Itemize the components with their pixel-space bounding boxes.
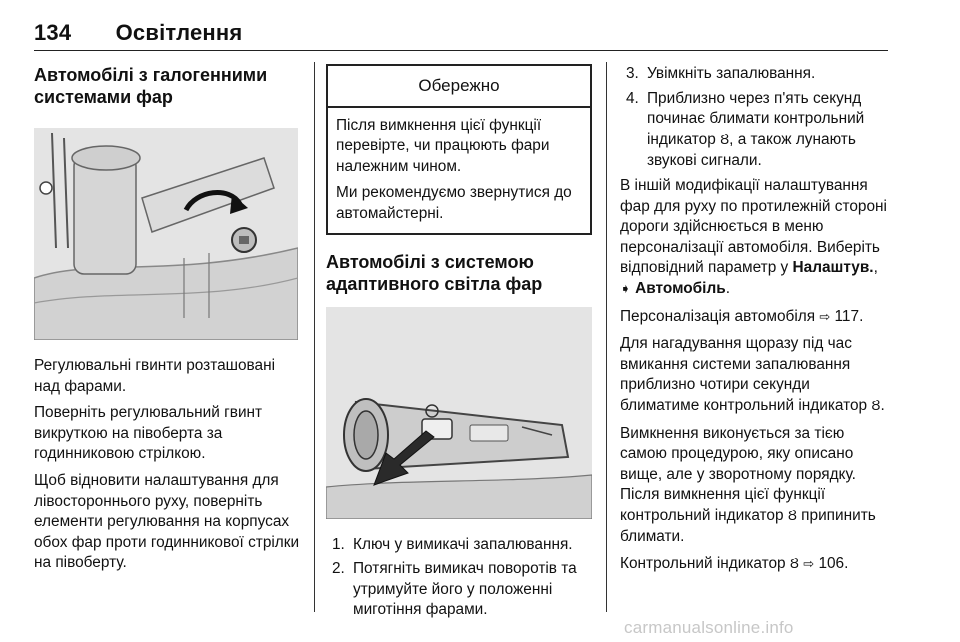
modification-text: В іншій модифікації налаштування фар для руху по протилежній стороні дороги здійснюється в меню персоналізації автомобіля. Виберіть відповідний параметр у <box>620 176 887 277</box>
caution-paragraph-1: Після вимкнення цієї функції перевірте, чи працюють фари належним чином. <box>336 116 550 175</box>
steps-list-a <box>326 535 592 621</box>
reminder-text: Для нагадування щоразу під час вмикання системи запалювання приблизно чотири секунди блиматиме контрольний індикатор <box>620 335 872 414</box>
menu-vehicle: Автомобіль <box>630 279 726 297</box>
deactivation-end: припинить блимати. <box>620 506 876 546</box>
caution-paragraph-2: Ми рекомендуємо звернутися до автомайстерні. <box>336 184 572 222</box>
regulating-screws-figure <box>34 128 298 340</box>
page-ref-arrow-icon: ⇨ <box>803 557 815 573</box>
turn-signal-lever-illustration <box>326 307 592 519</box>
left-paragraph-1: Регулювальні гвинти розташовані над фарами. <box>34 357 276 395</box>
deactivation-paragraph <box>620 424 888 549</box>
caution-title: Обережно <box>328 66 590 108</box>
personalization-paragraph <box>620 307 888 329</box>
modification-end: . <box>725 279 730 297</box>
reminder-paragraph <box>620 334 888 417</box>
period: . <box>844 555 849 573</box>
steps-list-b <box>620 64 888 172</box>
step-text: Увімкніть запалювання. <box>647 65 816 82</box>
period: . <box>880 396 885 414</box>
period: . <box>859 307 864 325</box>
indicator-ref-text: Контрольний індикатор <box>620 555 790 573</box>
indicator-icon: Ȣ <box>787 508 797 524</box>
step-text: Потягніть вимикач поворотів та утримуйте його у положенні миготіння фарами. <box>353 560 577 619</box>
right-column <box>620 64 888 582</box>
header-rule <box>34 50 888 51</box>
step-4 <box>620 89 888 172</box>
middle-column <box>326 64 592 625</box>
adaptive-heading: Автомобілі з системою адаптивного світла фар <box>326 251 543 294</box>
page-ref-106[interactable]: 106 <box>818 555 845 573</box>
step-2 <box>326 559 592 621</box>
indicator-icon: Ȣ <box>871 398 881 414</box>
step-number: 1. <box>332 535 345 553</box>
page-number: 134 <box>34 20 72 45</box>
step-3 <box>620 64 888 85</box>
indicator-ref-paragraph <box>620 554 888 576</box>
page-ref-arrow-icon: ⇨ <box>819 309 831 325</box>
step-number: 4. <box>626 89 639 107</box>
column-divider-1 <box>314 62 315 612</box>
turn-signal-lever-figure <box>326 307 592 519</box>
section-title: Освітлення <box>115 20 243 45</box>
step-number: 3. <box>626 65 639 82</box>
column-divider-2 <box>606 62 607 612</box>
indicator-icon: Ȣ <box>789 557 799 573</box>
left-column <box>34 64 300 580</box>
step-number: 2. <box>332 560 345 578</box>
indicator-icon: Ȣ <box>720 132 730 148</box>
page-ref-117[interactable]: 117 <box>834 307 860 325</box>
menu-separator: , <box>873 259 878 277</box>
step-text-b: , а також лунають звукові сигнали. <box>647 130 856 170</box>
step-text-a: Приблизно через п'ять секунд починає блимати контрольний індикатор <box>647 89 865 148</box>
caution-box <box>326 64 592 235</box>
menu-arrow-icon: ➧ <box>620 281 631 297</box>
page-header <box>34 20 242 46</box>
step-text: Ключ у вимикачі запалювання. <box>353 535 573 553</box>
personalization-text: Персоналізація автомобіля <box>620 307 820 325</box>
menu-settings: Налаштув. <box>792 259 874 277</box>
watermark: carmanualsonline.info <box>624 618 794 637</box>
modification-paragraph <box>620 176 888 301</box>
left-paragraph-2: Поверніть регулювальний гвинт викруткою на півоберта за годинниковою стрілкою. <box>34 404 263 463</box>
halogen-heading: Автомобілі з галогенними системами фар <box>34 65 268 107</box>
left-paragraph-3: Щоб відновити налаштування для лівостороннього руху, поверніть елементи регулювання на корпусах обох фар проти годинникової стрілки на півоберту. <box>34 471 300 572</box>
deactivation-text: Вимкнення виконується за тією самою процедурою, яку описано вище, але у зворотному порядку. Після вимкнення цієї функції контрольний індикатор <box>620 424 856 524</box>
step-1 <box>326 535 592 556</box>
regulating-screws-illustration <box>34 128 298 340</box>
